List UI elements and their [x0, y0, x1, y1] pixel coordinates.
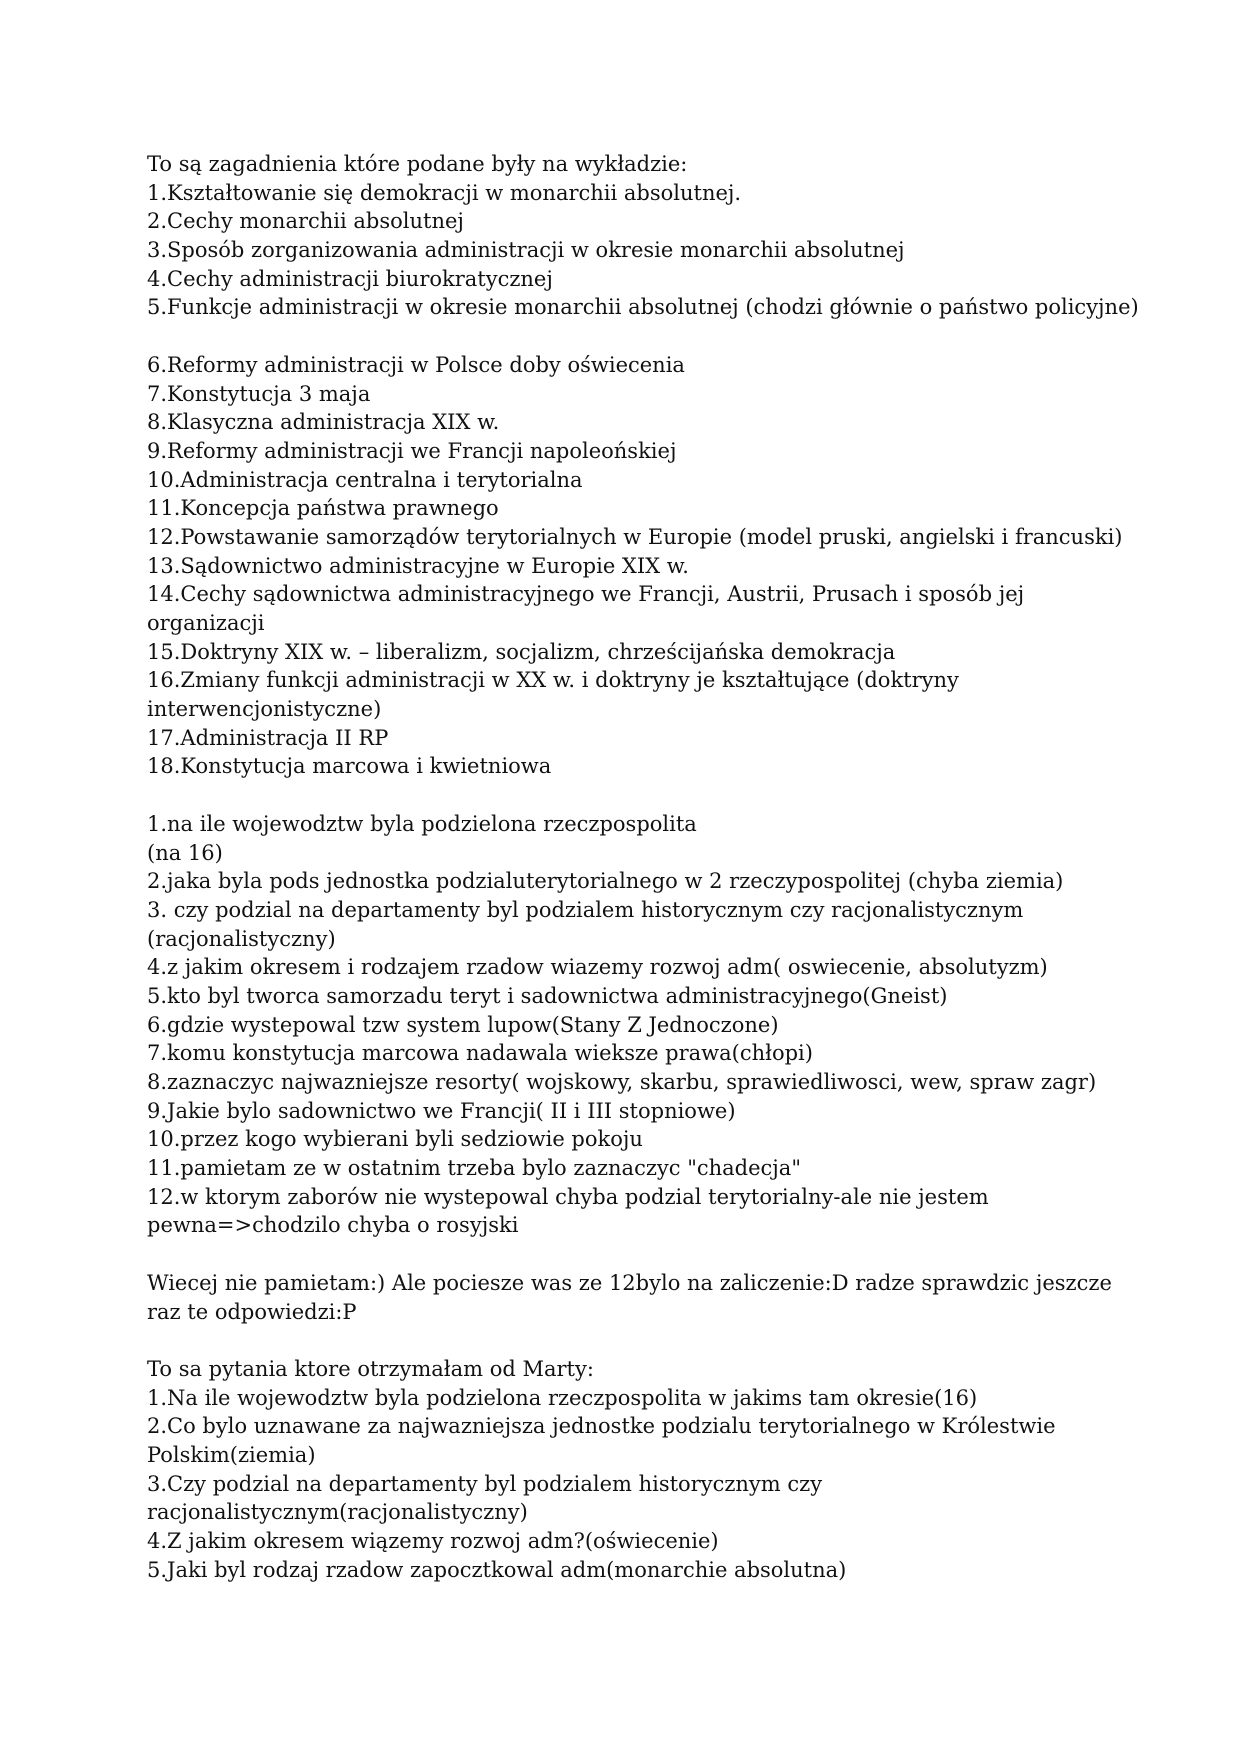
- text-line: 16.Zmiany funkcji administracji w XX w. i doktryny je kształtujące (doktryny: [147, 668, 959, 693]
- text-line: organizacji: [147, 611, 265, 635]
- text-line: 8.Klasyczna administracja XIX w.: [147, 410, 500, 435]
- text-line: interwencjonistyczne): [147, 697, 382, 722]
- text-line: 7.komu konstytucja marcowa nadawala wieksze prawa(chłopi): [147, 1041, 813, 1066]
- text-line: 5.Funkcje administracji w okresie monarchii absolutnej (chodzi głównie o państwo policyjne): [147, 295, 1139, 320]
- text-line: (na 16): [147, 840, 223, 865]
- text-line: 17.Administracja II RP: [147, 725, 389, 750]
- text-line: 7.Konstytucja 3 maja: [147, 381, 371, 406]
- text-section-5: [147, 1355, 1097, 1585]
- text-line: 3.Czy podzial na departamenty byl podzialem historycznym czy: [147, 1471, 823, 1496]
- paragraph-gap: [147, 1326, 1097, 1355]
- text-section-4: [147, 1269, 1112, 1326]
- text-line: 2.Cechy monarchii absolutnej: [147, 209, 464, 234]
- text-line: 12.Powstawanie samorządów terytorialnych w Europie (model pruski, angielski i francuski): [147, 524, 1123, 549]
- text-section-2: [147, 351, 1123, 781]
- text-line: 10.Administracja centralna i terytorialna: [147, 467, 583, 492]
- text-line: 4.Z jakim okresem wiązemy rozwoj adm?(oświecenie): [147, 1529, 719, 1553]
- text-line: raz te odpowiedzi:P: [147, 1299, 357, 1324]
- text-line: 4.Cechy administracji biurokratycznej: [147, 266, 553, 291]
- paragraph-gap: [147, 781, 1097, 810]
- text-section-1: [147, 150, 1139, 322]
- text-line: 10.przez kogo wybierani byli sedziowie pokoju: [147, 1127, 643, 1152]
- text-line: 14.Cechy sądownictwa administracyjnego we Francji, Austrii, Prusach i sposób jej: [147, 582, 1025, 607]
- text-line: 6.Reformy administracji w Polsce doby oświecenia: [147, 352, 685, 377]
- text-line: racjonalistycznym(racjonalistyczny): [147, 1500, 528, 1525]
- text-line: 5.kto byl tworca samorzadu teryt i sadownictwa administracyjnego(Gneist): [147, 983, 948, 1008]
- text-line: 2.jaka byla pods jednostka podzialuterytorialnego w 2 rzeczypospolitej (chyba ziemia): [147, 869, 1064, 894]
- text-line: 3.Sposób zorganizowania administracji w okresie monarchii absolutnej: [147, 238, 905, 263]
- text-line: 9.Reformy administracji we Francji napoleońskiej: [147, 438, 677, 463]
- text-line: To są zagadnienia które podane były na wykładzie:: [147, 152, 688, 176]
- text-line: 1.Na ile wojewodztw byla podzielona rzeczpospolita w jakims tam okresie(16): [147, 1385, 978, 1410]
- text-line: 8.zaznaczyc najwazniejsze resorty( wojskowy, skarbu, sprawiedliwosci, wew, spraw zagr): [147, 1070, 1097, 1094]
- text-line: 2.Co bylo uznawane za najwazniejsza jednostke podzialu terytorialnego w Królestwie: [147, 1414, 1056, 1439]
- text-line: 11.pamietam ze w ostatnim trzeba bylo zaznaczyc "chadecja": [147, 1156, 801, 1181]
- text-line: 5.Jaki byl rodzaj rzadow zapocztkowal adm(monarchie absolutna): [147, 1557, 847, 1582]
- text-line: To sa pytania ktore otrzymałam od Marty:: [147, 1356, 594, 1381]
- text-line: 13.Sądownictwo administracyjne w Europie XIX w.: [147, 553, 689, 578]
- text-line: 18.Konstytucja marcowa i kwietniowa: [147, 754, 552, 779]
- text-section-3: [147, 810, 1097, 1240]
- text-line: pewna=>chodzilo chyba o rosyjski: [147, 1213, 519, 1238]
- text-line: 12.w ktorym zaborów nie wystepowal chyba podzial terytorialny-ale nie jestem: [147, 1184, 989, 1209]
- paragraph-gap: [147, 1240, 1097, 1269]
- text-line: Polskim(ziemia): [147, 1442, 316, 1467]
- text-line: 1.na ile wojewodztw byla podzielona rzeczpospolita: [147, 811, 697, 836]
- text-line: 1.Kształtowanie się demokracji w monarchii absolutnej.: [147, 180, 742, 205]
- text-line: 6.gdzie wystepowal tzw system lupow(Stany Z Jednoczone): [147, 1012, 779, 1037]
- text-line: Wiecej nie pamietam:) Ale pociesze was ze 12bylo na zaliczenie:D radze sprawdzic jeszcze: [147, 1270, 1112, 1295]
- text-line: 9.Jakie bylo sadownictwo we Francji( II i III stopniowe): [147, 1098, 736, 1123]
- paragraph-gap: [147, 322, 1097, 351]
- text-line: 11.Koncepcja państwa prawnego: [147, 496, 499, 521]
- text-line: 15.Doktryny XIX w. – liberalizm, socjalizm, chrześcijańska demokracja: [147, 639, 896, 664]
- text-line: 4.z jakim okresem i rodzajem rzadow wiazemy rozwoj adm( oswiecenie, absolutyzm): [147, 955, 1048, 980]
- text-line: (racjonalistyczny): [147, 926, 336, 951]
- text-line: 3. czy podzial na departamenty byl podzialem historycznym czy racjonalistycznym: [147, 897, 1024, 922]
- document-body: [147, 150, 1139, 1584]
